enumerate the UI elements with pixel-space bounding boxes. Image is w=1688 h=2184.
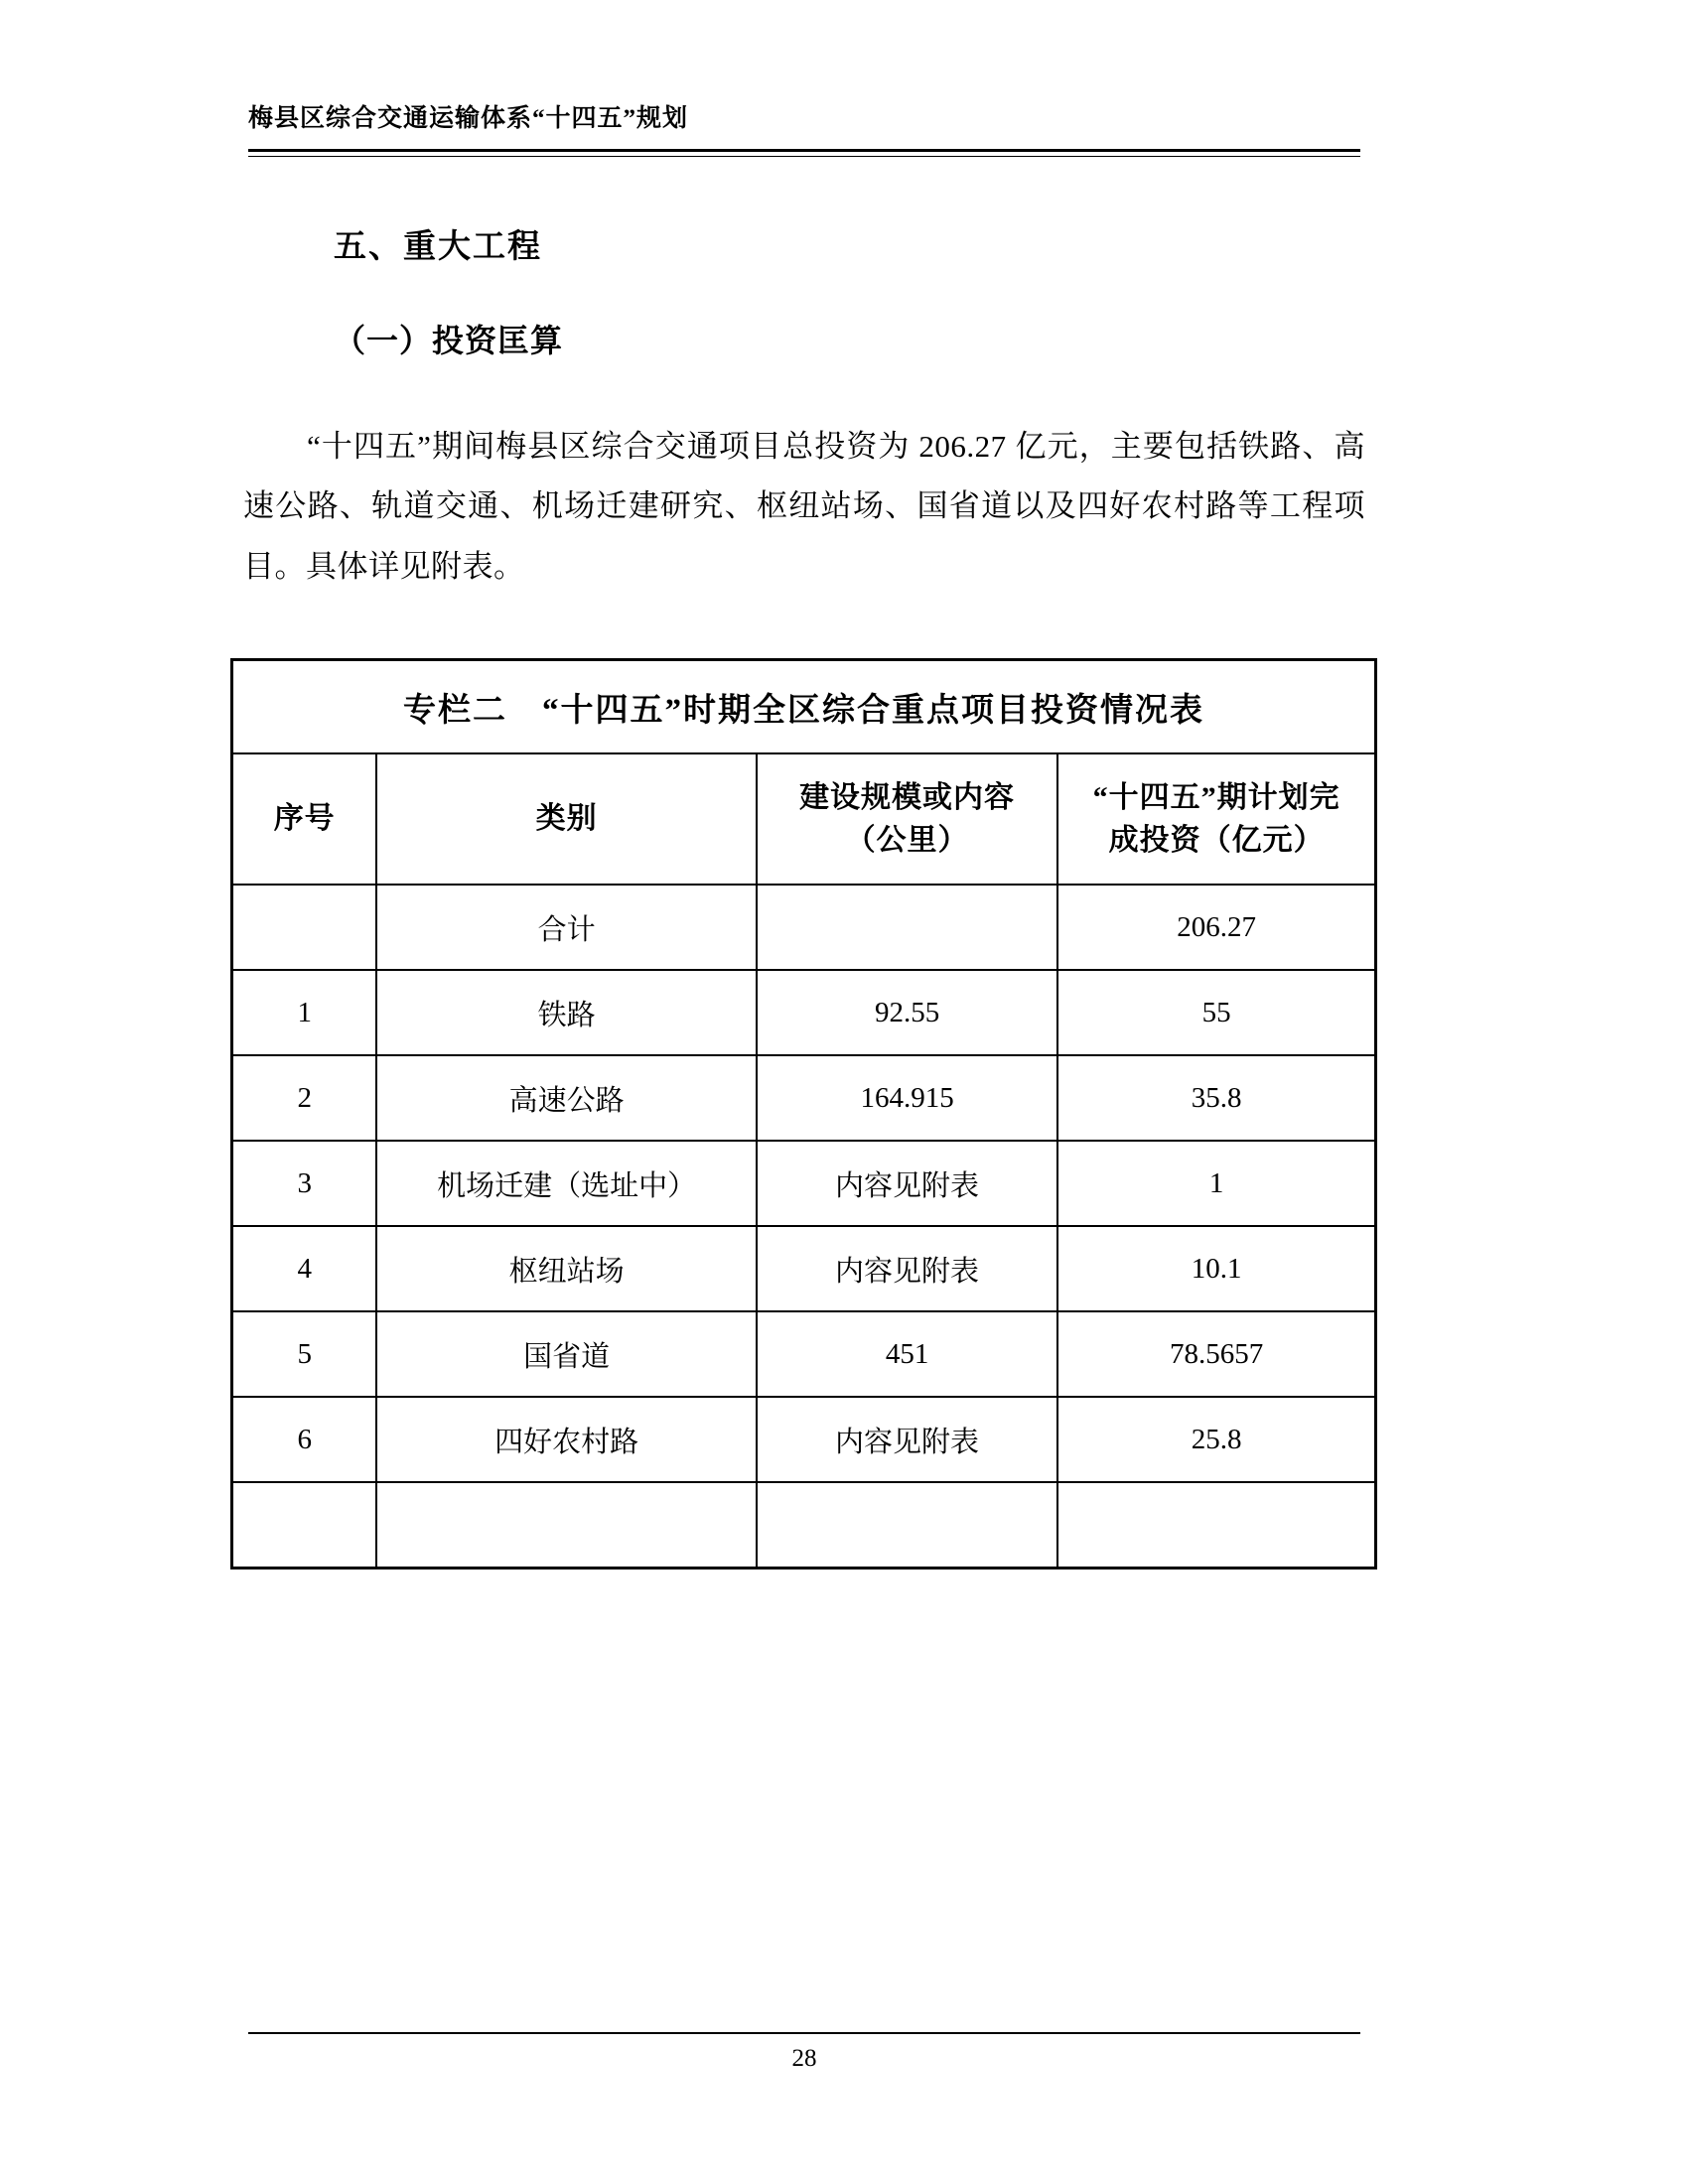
table-title: 专栏二 “十四五”时期全区综合重点项目投资情况表 bbox=[233, 661, 1374, 753]
investment-table bbox=[233, 661, 1374, 1567]
table-header-row bbox=[233, 753, 1374, 885]
cell-scale: 内容见附表 bbox=[757, 1141, 1057, 1226]
page-header bbox=[248, 104, 1360, 134]
table-row bbox=[233, 970, 1374, 1055]
body-paragraph: “十四五”期间梅县区综合交通项目总投资为 206.27 亿元，主要包括铁路、高速公路、轨道交通、机场迁建研究、枢纽站场、国省道以及四好农村路等工程项目。具体详见附表。 bbox=[243, 429, 1365, 584]
cell-category: 国省道 bbox=[376, 1311, 757, 1397]
cell-investment: 55 bbox=[1057, 970, 1374, 1055]
cell-category: 高速公路 bbox=[376, 1055, 757, 1141]
cell-category: 枢纽站场 bbox=[376, 1226, 757, 1311]
cell-investment: 25.8 bbox=[1057, 1397, 1374, 1482]
page-number: 28 bbox=[791, 2045, 817, 2072]
subsection-heading: （一）投资匡算 bbox=[334, 323, 564, 358]
cell-investment bbox=[1057, 1482, 1374, 1567]
column-header-investment-line1: “十四五”期计划完 bbox=[1092, 780, 1340, 814]
table-title-row bbox=[233, 661, 1374, 753]
cell-no: 2 bbox=[233, 1055, 376, 1141]
cell-category: 机场迁建（选址中） bbox=[376, 1141, 757, 1226]
cell-investment: 206.27 bbox=[1057, 885, 1374, 970]
header-divider-thin bbox=[248, 156, 1360, 157]
table-row bbox=[233, 1055, 1374, 1141]
cell-investment: 1 bbox=[1057, 1141, 1374, 1226]
cell-no: 6 bbox=[233, 1397, 376, 1482]
column-header-category: 类别 bbox=[376, 753, 757, 885]
table-row bbox=[233, 1311, 1374, 1397]
cell-category: 合计 bbox=[376, 885, 757, 970]
table-row bbox=[233, 1141, 1374, 1226]
cell-category: 四好农村路 bbox=[376, 1397, 757, 1482]
cell-no: 1 bbox=[233, 970, 376, 1055]
cell-category: 铁路 bbox=[376, 970, 757, 1055]
column-header-no: 序号 bbox=[233, 753, 376, 885]
cell-scale: 451 bbox=[757, 1311, 1057, 1397]
cell-investment: 78.5657 bbox=[1057, 1311, 1374, 1397]
footer-divider bbox=[248, 2032, 1360, 2034]
table-row bbox=[233, 1397, 1374, 1482]
cell-scale: 内容见附表 bbox=[757, 1397, 1057, 1482]
column-header-investment bbox=[1057, 753, 1374, 885]
header-divider-thick bbox=[248, 149, 1360, 152]
table-row bbox=[233, 885, 1374, 970]
cell-scale bbox=[757, 885, 1057, 970]
header-title: 梅县区综合交通运输体系“十四五”规划 bbox=[248, 105, 689, 132]
section-heading: 五、重大工程 bbox=[334, 229, 542, 265]
column-header-scale-line2: （公里） bbox=[845, 824, 969, 857]
cell-scale: 164.915 bbox=[757, 1055, 1057, 1141]
cell-no: 4 bbox=[233, 1226, 376, 1311]
cell-scale: 内容见附表 bbox=[757, 1226, 1057, 1311]
investment-table-container bbox=[230, 658, 1377, 1570]
cell-investment: 10.1 bbox=[1057, 1226, 1374, 1311]
column-header-scale-line1: 建设规模或内容 bbox=[799, 780, 1016, 814]
column-header-investment-line2: 成投资（亿元） bbox=[1108, 824, 1325, 857]
cell-no: 5 bbox=[233, 1311, 376, 1397]
cell-no bbox=[233, 1482, 376, 1567]
cell-scale: 92.55 bbox=[757, 970, 1057, 1055]
column-header-scale bbox=[757, 753, 1057, 885]
table-row bbox=[233, 1482, 1374, 1567]
table-row bbox=[233, 1226, 1374, 1311]
cell-no bbox=[233, 885, 376, 970]
cell-category bbox=[376, 1482, 757, 1567]
cell-investment: 35.8 bbox=[1057, 1055, 1374, 1141]
cell-scale bbox=[757, 1482, 1057, 1567]
cell-no: 3 bbox=[233, 1141, 376, 1226]
